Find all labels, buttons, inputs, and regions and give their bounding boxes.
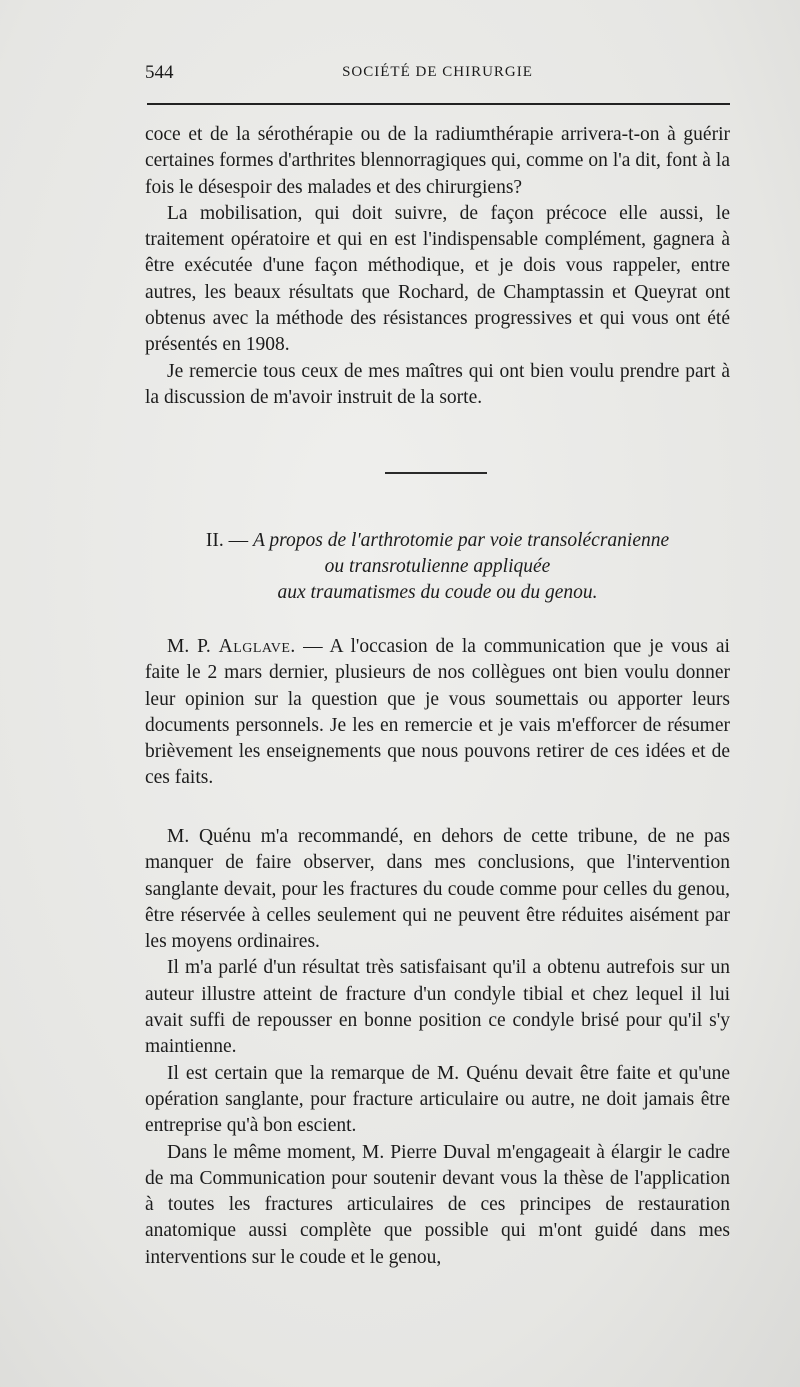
intro-text: A l'occasion de la communication que je vous ai faite le 2 mars dernier, plusieurs de nos collègues ont bien voulu donner leur opinion sur la question que je vous soumettais ou apporter leurs documents personnels. Je les en remercie et je vais m'efforcer de résumer brièvement les enseignements que nous pouvons retirer de ces idées et de ces faits. — [145, 636, 730, 789]
paragraph-quenu: M. Quénu m'a recommandé, en dehors de cette tribune, de ne pas manquer de faire observer, dans mes conclusions, que l'intervention sanglante devait, pour les fractures du coude comme pour celles du genou, être réservée à celles seulement qui ne peuvent être réduites aisément par les moyens ordinaires. — [145, 826, 730, 953]
section-separator — [385, 472, 487, 474]
paragraph-continued: coce et de la sérothérapie ou de la radiumthérapie arrivera-t-on à guérir certaines formes d'arthrites blennorragiques qui, comme on l'a dit, font à la fois le désespoir des malades et des chirurgiens? — [145, 124, 730, 198]
section-title-line-1: II. — A propos de l'arthrotomie par voie transolécranienne — [205, 530, 670, 551]
page-header — [145, 62, 730, 88]
paragraph-resultat: Il m'a parlé d'un résultat très satisfaisant qu'il a obtenu autrefois sur un auteur illustre atteint de fracture d'un condyle tibial et chez lequel il lui avait suffi de repousser en bonne position ce condyle brisé pour qu'il s'y maintienne. — [145, 957, 730, 1058]
paragraph-certain: Il est certain que la remarque de M. Quénu devait être faite et qu'une opération sanglante, pour fracture articulaire ou autre, ne doit jamais être entreprise qu'à bon escient. — [145, 1062, 730, 1137]
running-head: SOCIÉTÉ DE CHIRURGIE — [342, 64, 533, 80]
section-title-line-3: aux traumatismes du coude ou du genou. — [277, 582, 598, 603]
paragraph-remerciements: Je remercie tous ceux de mes maîtres qui ont bien voulu prendre part à la discussion de m'avoir instruit de la sorte. — [145, 360, 730, 408]
section-numeral: II. — — [205, 530, 253, 551]
author-suffix: . — — [290, 636, 330, 657]
section-title-line-2: ou transrotulienne appliquée — [324, 556, 551, 577]
header-rule — [147, 103, 730, 105]
section-1-text — [145, 122, 730, 411]
paragraph-author-intro — [145, 634, 730, 792]
page-number: 544 — [145, 62, 174, 83]
paragraph-mobilisation: La mobilisation, qui doit suivre, de façon précoce elle aussi, le traitement opératoire et qui en est l'indispensable complément, gagnera à être exécutée d'une façon méthodique, et je dois vous rappeler, entre autres, les beaux résultats que Rochard, de Champtassin et Queyrat ont obtenus avec la méthode des résistances progressives et qui vous ont été présentés en 1908. — [145, 202, 730, 356]
section-2-text — [145, 824, 730, 1271]
section-2-intro — [145, 634, 730, 792]
paragraph-duval: Dans le même moment, M. Pierre Duval m'engageait à élargir le cadre de ma Communication pour soutenir devant vous la thèse de l'application à toutes les fractures articulaires de ces principes de restauration anatomique aussi complète que possible qui m'ont guidé dans mes interventions sur le coude et le genou, — [145, 1141, 730, 1268]
author-name: Alglave — [218, 636, 291, 657]
author-prefix: M. P. — [167, 636, 219, 657]
section-title — [145, 528, 730, 606]
